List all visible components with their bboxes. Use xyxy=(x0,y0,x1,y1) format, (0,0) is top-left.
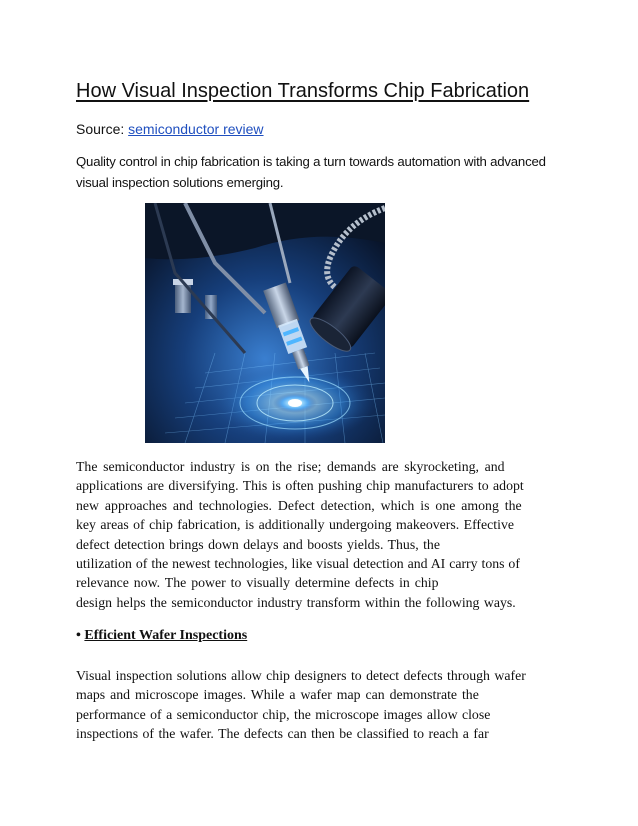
article-photo xyxy=(145,203,385,443)
bullet-icon: • xyxy=(76,628,81,643)
paragraph-2-line: inspections of the wafer. The defects can then be classified to reach a far xyxy=(76,726,489,742)
intro-paragraph: Quality control in chip fabrication is taking a turn towards automation with advanced visual inspection solutions emerging. xyxy=(76,154,546,190)
wafer-inspection-illustration xyxy=(145,203,385,443)
source-line xyxy=(76,121,264,137)
paragraph-1-line: design helps the semiconductor industry transform within the following ways. xyxy=(76,594,516,610)
paragraph-1-line: key areas of chip fabrication, is additionally undergoing makeovers. Effective xyxy=(76,517,514,533)
source-link[interactable]: semiconductor review xyxy=(128,121,264,137)
paragraph-1-line: The semiconductor industry is on the rise; demands are skyrocketing, and xyxy=(76,459,505,474)
section-heading xyxy=(76,628,247,644)
paragraph-2-line: maps and microscope images. While a wafer map can demonstrate the xyxy=(76,687,479,703)
paragraph-1-line: new approaches and technologies. Defect detection, which is one among the xyxy=(76,497,522,513)
paragraph-2-line: Visual inspection solutions allow chip designers to detect defects through wafer xyxy=(76,668,526,683)
source-label: Source: xyxy=(76,121,125,137)
section-heading-text: Efficient Wafer Inspections xyxy=(84,628,248,643)
paragraph-2 xyxy=(76,666,566,744)
paragraph-1-line: applications are diversifying. This is often pushing chip manufacturers to adopt xyxy=(76,478,524,494)
paragraph-1-line: relevance now. The power to visually determine defects in chip xyxy=(76,575,439,591)
paragraph-2-line: performance of a semiconductor chip, the microscope images allow close xyxy=(76,706,491,722)
article-title: How Visual Inspection Transforms Chip Fabrication xyxy=(76,80,530,102)
paragraph-1-line: defect detection brings down delays and boosts yields. Thus, the xyxy=(76,536,440,552)
paragraph-1-line: utilization of the newest technologies, like visual detection and AI carry tons of xyxy=(76,555,520,571)
paragraph-1 xyxy=(76,457,566,612)
